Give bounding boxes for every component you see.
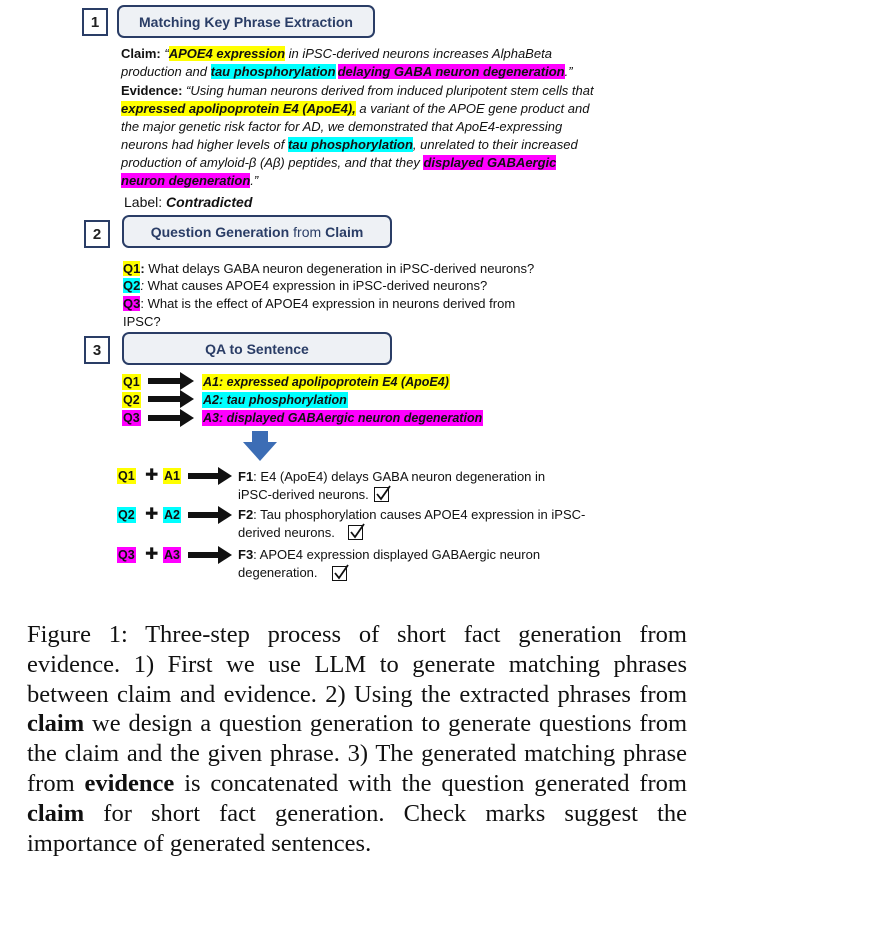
claim-highlight-tau: tau phosphorylation xyxy=(210,64,336,79)
claim-highlight-gaba: delaying GABA neuron degeneration xyxy=(337,64,565,79)
question-2-text: What causes APOE4 expression in iPSC-derived neurons? xyxy=(143,278,488,293)
qa-row-3-arrow xyxy=(148,409,194,427)
fact-1-text xyxy=(238,468,545,486)
step-1-title: Matching Key Phrase Extraction xyxy=(139,13,353,30)
evidence-highlight-tau: tau phosphorylation xyxy=(287,137,413,152)
fact-3-line-1: : APOE4 expression displayed GABAergic neuron xyxy=(253,547,541,562)
down-arrow xyxy=(243,431,277,461)
label-value: Contradicted xyxy=(166,194,253,210)
fact-3-arrow xyxy=(188,546,232,564)
label-line xyxy=(124,193,252,211)
caption-bold-claim-2: claim xyxy=(27,799,85,827)
evidence-line-6 xyxy=(121,172,258,190)
question-1-text: What delays GABA neuron degeneration in iPSC-derived neurons? xyxy=(144,261,535,276)
claim-highlight-apoe4: APOE4 expression xyxy=(168,46,286,61)
label-key: Label: xyxy=(124,194,163,210)
caption-part-2: we design a question generation to generate questions from the claim and the given phrase. 3) The generated matching phrase from xyxy=(27,710,687,797)
fact-1-check-icon xyxy=(374,487,389,502)
fact-2-answer: A2 xyxy=(164,508,180,522)
fact-3-text-2: degeneration. xyxy=(238,565,318,580)
claim-line-2 xyxy=(121,63,573,81)
claim-label: Claim: xyxy=(121,46,161,61)
claim-open-quote: “ xyxy=(164,46,169,61)
question-3-id: Q3 xyxy=(123,296,141,311)
step-3-title-box xyxy=(122,332,392,365)
question-3-text: What is the effect of APOE4 expression in neurons derived from xyxy=(143,296,516,311)
fact-1-label: F1 xyxy=(238,469,254,484)
fact-2-text xyxy=(238,506,585,524)
step-3-title: QA to Sentence xyxy=(205,340,309,357)
fact-3-text xyxy=(238,546,540,564)
evidence-highlight-gaba-1: displayed GABAergic xyxy=(423,155,557,170)
fact-2-text-2: derived neurons. xyxy=(238,525,335,540)
qa-row-3-question: Q3 xyxy=(123,411,140,425)
step-3-number: 3 xyxy=(84,336,110,364)
question-1-id: Q1 xyxy=(123,261,141,276)
question-3-cont: IPSC? xyxy=(123,314,161,329)
evidence-line-4 xyxy=(121,136,578,154)
fact-1-plus-icon: ✚ xyxy=(145,467,159,484)
caption-part-4: for short fact generation. Check marks suggest the importance of generated sentences. xyxy=(27,799,687,857)
question-1 xyxy=(123,260,534,278)
evidence-label: Evidence: xyxy=(121,83,183,98)
step-1-title-box xyxy=(117,5,375,38)
caption-bold-claim-1: claim xyxy=(27,710,85,738)
evidence-text-2: a variant of the APOE gene product and xyxy=(355,101,590,116)
fact-2-plus-icon: ✚ xyxy=(145,506,159,523)
evidence-line-2 xyxy=(121,100,589,118)
fact-2-question: Q2 xyxy=(118,508,135,522)
step-2-number: 2 xyxy=(84,220,110,248)
qa-row-2-answer: A2: tau phosphorylation xyxy=(203,393,347,407)
question-2 xyxy=(123,277,487,295)
claim-text-1: in iPSC-derived neurons increases AlphaBeta xyxy=(285,46,552,61)
question-2-id: Q2 xyxy=(123,278,141,293)
question-3 xyxy=(123,295,515,313)
evidence-text-1: “Using human neurons derived from induced pluripotent stem cells that xyxy=(186,83,594,98)
fact-1-text-2: iPSC-derived neurons. xyxy=(238,487,369,502)
caption-figure-label: Figure 1: xyxy=(27,621,128,648)
question-3-sep: : xyxy=(140,296,144,311)
step-1-number: 1 xyxy=(82,8,108,36)
evidence-text-4b: , unrelated to their increased xyxy=(412,137,578,152)
step-2-title-a: Question Generation xyxy=(150,223,290,240)
caption-part-3: is concatenated with the question generated from xyxy=(174,769,687,797)
step-2-title-b: from xyxy=(293,223,322,240)
qa-row-1-question: Q1 xyxy=(123,375,140,389)
fact-3-plus-icon: ✚ xyxy=(145,546,159,563)
evidence-line-3: the major genetic risk factor for AD, we demonstrated that ApoE4-expressing xyxy=(121,119,563,134)
claim-text-2: production and xyxy=(121,64,211,79)
fact-3-label: F3 xyxy=(238,547,254,562)
fact-2-label: F2 xyxy=(238,507,254,522)
claim-line-1 xyxy=(121,45,552,63)
claim-text-3: .” xyxy=(564,64,573,79)
evidence-text-5a: production of amyloid-β (Aβ) peptides, and that they xyxy=(121,155,424,170)
fact-1-question: Q1 xyxy=(118,469,135,483)
step-2-title-c: Claim xyxy=(325,223,364,240)
question-1-sep: : xyxy=(140,261,145,276)
evidence-text-4a: neurons had higher levels of xyxy=(121,137,288,152)
evidence-highlight-apoe4: expressed apolipoprotein E4 (ApoE4), xyxy=(121,101,356,116)
fact-2-arrow xyxy=(188,506,232,524)
figure-caption xyxy=(27,620,687,858)
fact-3-question: Q3 xyxy=(118,548,135,562)
qa-row-1-arrow xyxy=(148,372,194,390)
fact-1-arrow xyxy=(188,467,232,485)
caption-bold-evidence: evidence xyxy=(84,769,175,797)
qa-row-2-arrow xyxy=(148,390,194,408)
evidence-text-6: .” xyxy=(250,173,259,188)
caption-part-1: Three-step process of short fact generation from evidence. 1) First we use LLM to generate matching phrases between claim and evidence. 2) Using the extracted phrases from xyxy=(27,621,687,708)
fact-3-answer: A3 xyxy=(164,548,180,562)
question-2-sep: : xyxy=(140,278,144,293)
fact-2-line-1: : Tau phosphorylation causes APOE4 expression in iPSC- xyxy=(253,507,586,522)
fact-2-check-icon xyxy=(348,525,363,540)
step-2-title-box xyxy=(122,215,392,248)
fact-1-line-1: : E4 (ApoE4) delays GABA neuron degeneration in xyxy=(253,469,546,484)
qa-row-3-answer: A3: displayed GABAergic neuron degeneration xyxy=(203,411,483,425)
evidence-line-1 xyxy=(121,82,594,100)
qa-row-1-answer: A1: expressed apolipoprotein E4 (ApoE4) xyxy=(203,375,449,389)
qa-row-2-question: Q2 xyxy=(123,393,140,407)
evidence-line-5 xyxy=(121,154,556,172)
fact-1-answer: A1 xyxy=(164,469,180,483)
evidence-highlight-gaba-2: neuron degeneration xyxy=(121,173,251,188)
fact-3-check-icon xyxy=(332,566,347,581)
